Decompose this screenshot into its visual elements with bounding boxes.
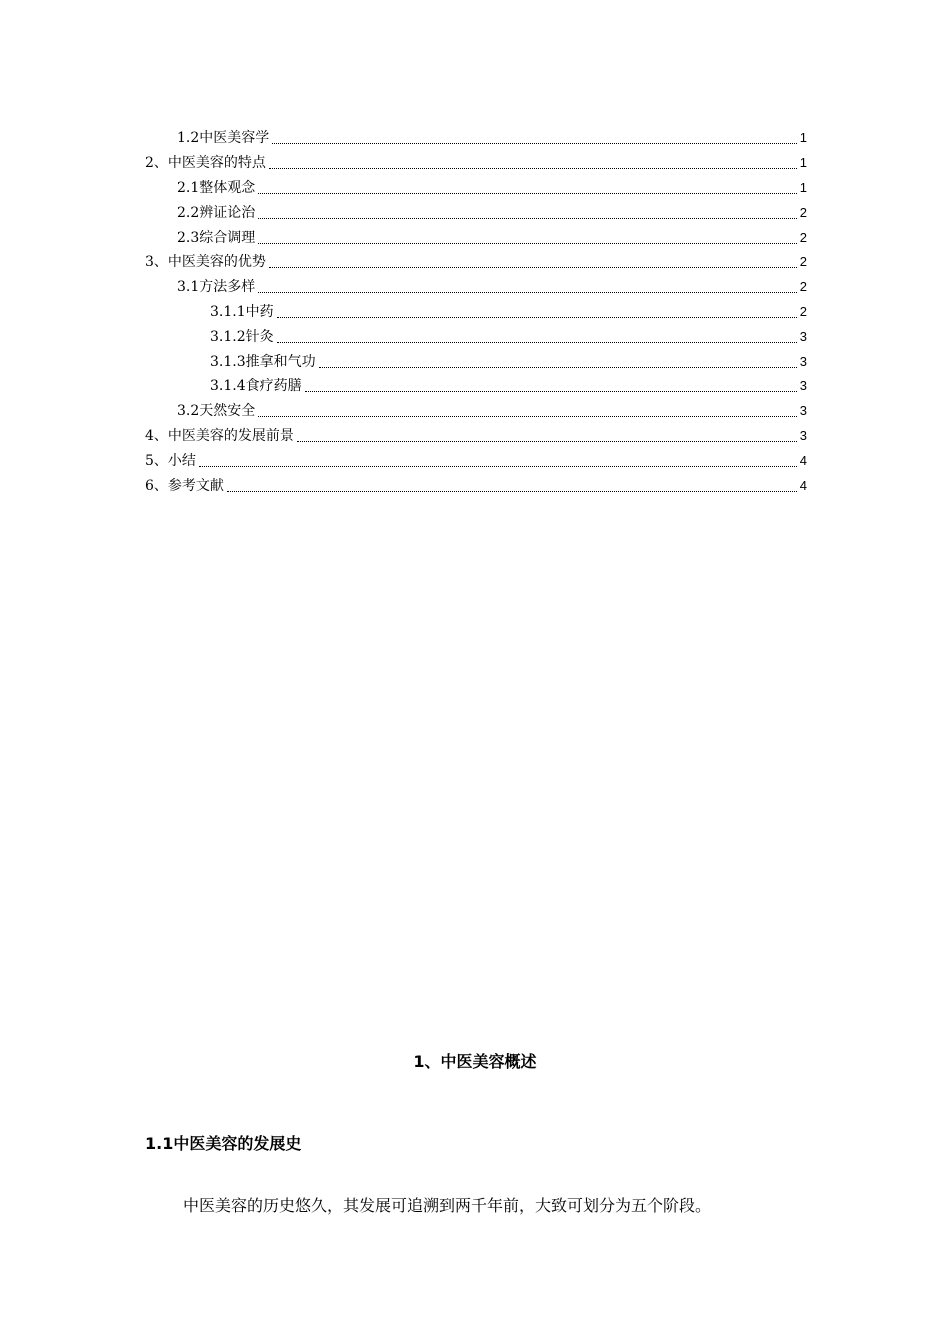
body-paragraph: 中医美容的历史悠久，其发展可追溯到两千年前，大致可划分为五个阶段。 — [183, 1196, 712, 1215]
toc-entry[interactable] — [145, 448, 807, 473]
toc-page-number: 2 — [799, 204, 807, 220]
toc-entry-label: 1.2中医美容学 — [177, 130, 270, 147]
toc-entry[interactable] — [145, 126, 807, 151]
toc-dot-leader — [258, 192, 797, 194]
toc-entry-label: 3.1.1中药 — [210, 303, 274, 320]
toc-dot-leader — [272, 142, 797, 144]
toc-page-number: 2 — [799, 279, 807, 295]
toc-dot-leader — [305, 390, 797, 392]
toc-page-number: 2 — [799, 303, 807, 319]
chapter-title: 1、中医美容概述 — [413, 1052, 537, 1071]
toc-page-number: 3 — [799, 427, 807, 443]
toc-page-number: 2 — [799, 229, 807, 245]
toc-entry[interactable] — [145, 225, 807, 250]
toc-entry[interactable] — [145, 399, 807, 424]
toc-page-number: 3 — [799, 378, 807, 394]
toc-dot-leader — [258, 291, 797, 293]
table-of-contents — [145, 126, 807, 498]
toc-entry[interactable] — [145, 300, 807, 325]
toc-page-number: 1 — [799, 130, 807, 146]
toc-dot-leader — [277, 316, 797, 318]
toc-entry[interactable] — [145, 151, 807, 176]
toc-entry-label: 3.1.3推拿和气功 — [210, 353, 316, 370]
toc-entry[interactable] — [145, 374, 807, 399]
toc-entry-label: 3.1.4食疗药膳 — [210, 378, 302, 395]
toc-entry-label: 4、中医美容的发展前景 — [145, 427, 294, 444]
toc-page-number: 3 — [799, 403, 807, 419]
toc-entry-label: 3.1.2针灸 — [210, 328, 274, 345]
toc-entry-label: 6、参考文献 — [145, 477, 224, 494]
toc-dot-leader — [199, 465, 797, 467]
toc-dot-leader — [297, 440, 797, 442]
toc-dot-leader — [258, 242, 797, 244]
toc-entry[interactable] — [145, 349, 807, 374]
toc-entry[interactable] — [145, 275, 807, 300]
toc-page-number: 3 — [799, 353, 807, 369]
toc-dot-leader — [269, 266, 797, 268]
toc-entry-label: 5、小结 — [145, 452, 196, 469]
toc-entry[interactable] — [145, 176, 807, 201]
toc-dot-leader — [277, 341, 797, 343]
toc-dot-leader — [227, 490, 797, 492]
toc-entry[interactable] — [145, 324, 807, 349]
toc-entry-label: 2.3综合调理 — [177, 229, 256, 246]
toc-dot-leader — [258, 415, 797, 417]
toc-dot-leader — [269, 167, 797, 169]
toc-page-number: 4 — [799, 477, 807, 493]
toc-page-number: 1 — [799, 155, 807, 171]
toc-entry[interactable] — [145, 200, 807, 225]
toc-entry-label: 2.1整体观念 — [177, 179, 256, 196]
toc-entry-label: 2、中医美容的特点 — [145, 155, 266, 172]
toc-entry[interactable] — [145, 250, 807, 275]
toc-dot-leader — [258, 217, 797, 219]
toc-entry-label: 3.1方法多样 — [177, 279, 256, 296]
toc-entry[interactable] — [145, 424, 807, 449]
toc-dot-leader — [319, 366, 797, 368]
toc-entry-label: 3.2天然安全 — [177, 403, 256, 420]
toc-page-number: 4 — [799, 452, 807, 468]
toc-entry[interactable] — [145, 473, 807, 498]
toc-page-number: 3 — [799, 328, 807, 344]
toc-entry-label: 2.2辨证论治 — [177, 204, 256, 221]
toc-entry-label: 3、中医美容的优势 — [145, 254, 266, 271]
toc-page-number: 2 — [799, 254, 807, 270]
toc-page-number: 1 — [799, 179, 807, 195]
section-title: 1.1中医美容的发展史 — [145, 1134, 302, 1153]
